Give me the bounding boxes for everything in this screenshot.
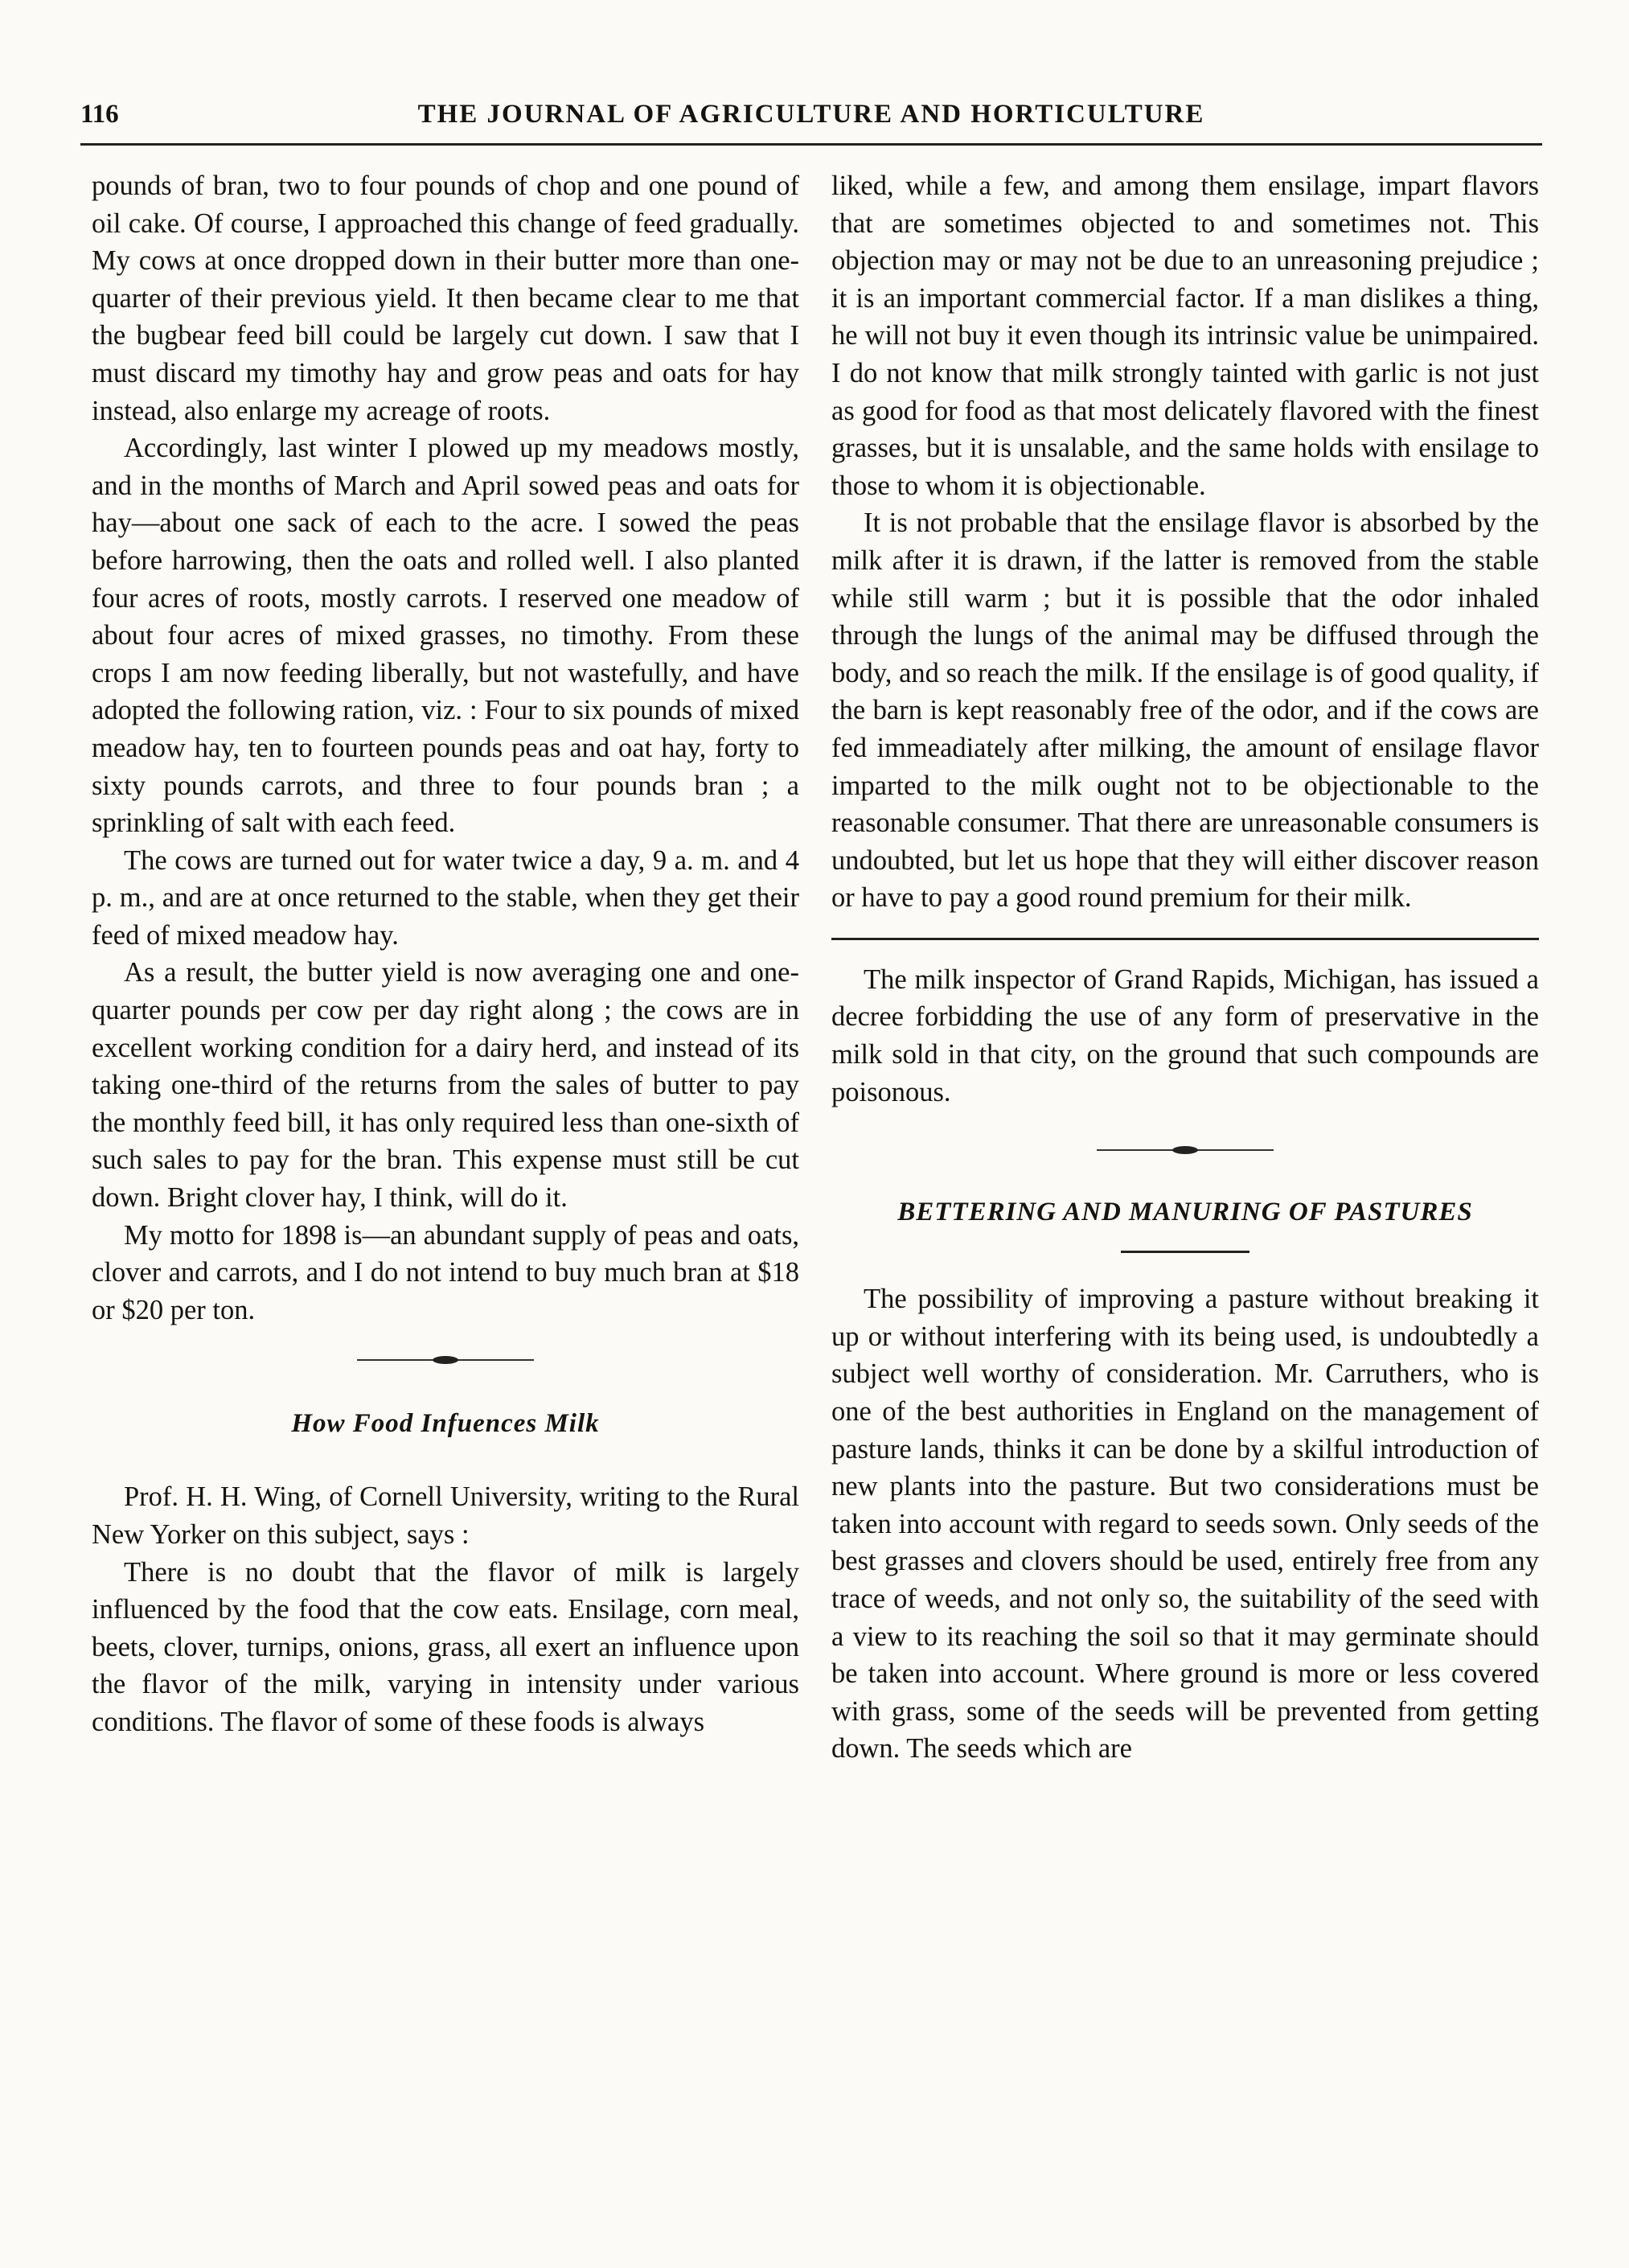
section-ornament — [357, 1356, 534, 1364]
body-paragraph: My motto for 1898 is—an abundant supply of peas and oats, clover and carrots, and I do not intend to buy much bran at $18 or $20 per ton. — [92, 1219, 799, 1325]
article-title-how-food-influences-milk: How Food Infuences Milk — [291, 1409, 600, 1439]
body-paragraph: As a result, the butter yield is now averaging one and one-quarter pounds per cow per day right along ; the cows are in excellent working condition for a dairy herd, and instead of its taking one-third of the returns from the sales of butter to pay the monthly feed bill, it has only required less than one-sixth of such sales to pay for the bran. This expense must still be cut down. Bright clover hay, I think, will do it. — [92, 957, 799, 1214]
body-paragraph: The cows are turned out for water twice a day, 9 a. m. and 4 p. m., and are at once returned to the stable, when they get their feed of mixed meadow hay. — [92, 844, 799, 951]
journal-title: THE JOURNAL OF AGRICULTURE AND HORTICULTURE — [417, 100, 1205, 129]
notice-paragraph: The milk inspector of Grand Rapids, Michigan, has issued a decree forbidding the use of any form of preservative in the milk sold in that city, on the ground that such compounds are poisonous. — [831, 963, 1539, 1107]
section-ornament — [1097, 1146, 1274, 1154]
header-rule — [80, 143, 1542, 146]
body-paragraph: It is not probable that the ensilage flavor is absorbed by the milk after it is drawn, if the latter is removed from the stable while still warm ; but it is possible that the odor inhaled through the lungs of the animal may be diffused through the body, and so reach the milk. If the ensilage is of good quality, if the barn is kept reasonably free of the odor, and if the cows are fed immeadiately after milking, the amount of ensilage flavor imparted to the milk ought not to be objectionable to the reasonable consumer. That there are unreasonable consumers is undoubted, but let us hope that they will either discover reason or have to pay a good round premium for their milk. — [831, 507, 1539, 914]
body-paragraph: There is no doubt that the flavor of milk is largely influenced by the food that the cow eats. Ensilage, corn meal, beets, clover, turnips, onions, grass, all exert an influence upon the flavor of the milk, varying in intensity under various conditions. The flavor of some of these foods is always — [92, 1556, 799, 1737]
page-number: 116 — [80, 100, 119, 129]
left-column — [92, 167, 799, 1741]
body-paragraph: The possibility of improving a pasture without breaking it up or without interfering with its being used, is undoubtedly a subject well worthy of consideration. Mr. Carruthers, who is one of the best authorities in England on the management of pasture lands, thinks it can be done by a skilful introduction of new plants into the pasture. But two considerations must be taken into account with regard to seeds sown. Only seeds of the best grasses and clovers should be used, entirely free from any trace of weeds, and not only so, the suitability of the seed with a view to its reaching the soil so that it may germinate should be taken into account. Where ground is more or less covered with grass, some of the seeds will be prevented from getting down. The seeds which are — [831, 1284, 1539, 1765]
right-column — [831, 167, 1539, 1768]
body-paragraph: pounds of bran, two to four pounds of chop and one pound of oil cake. Of course, I approached this change of feed gradually. My cows at once dropped down in their butter more than one-quarter of their previous yield. It then became clear to me that the bugbear feed bill could be largely cut down. I saw that I must discard my timothy hay and grow peas and oats for hay instead, also enlarge my acreage of roots. — [92, 171, 799, 426]
article-intro-paragraph: Prof. H. H. Wing, of Cornell University, writing to the Rural New Yorker on this subject, says : — [92, 1481, 799, 1550]
article-title-bettering-pastures: BETTERING AND MANURING OF PASTURES — [897, 1198, 1473, 1227]
page-header — [80, 95, 1542, 142]
body-paragraph: liked, while a few, and among them ensilage, impart flavors that are sometimes objected to and sometimes not. This objection may or may not be due to an unreasoning prejudice ; it is an important commercial factor. If a man dislikes a thing, he will not buy it even though its intrinsic value be unimpaired. I do not know that milk strongly tainted with garlic is not just as good for food as that most delicately flavored with the finest grasses, but it is unsalable, and the same holds with ensilage to those to whom it is objectionable. — [831, 171, 1539, 501]
body-paragraph: Accordingly, last winter I plowed up my meadows mostly, and in the months of March and April sowed peas and oats for hay—about one sack of each to the acre. I sowed the peas before harrowing, then the oats and rolled well. I also planted four acres of roots, mostly carrots. I reserved one meadow of about four acres of mixed grasses, no timothy. From these crops I am now feeding liberally, but not wastefully, and have adopted the following ration, viz. : Four to six pounds of mixed meadow hay, ten to fourteen pounds peas and oat hay, forty to sixty pounds carrots, and three to four pounds bran ; a sprinkling of salt with each feed. — [92, 433, 799, 839]
